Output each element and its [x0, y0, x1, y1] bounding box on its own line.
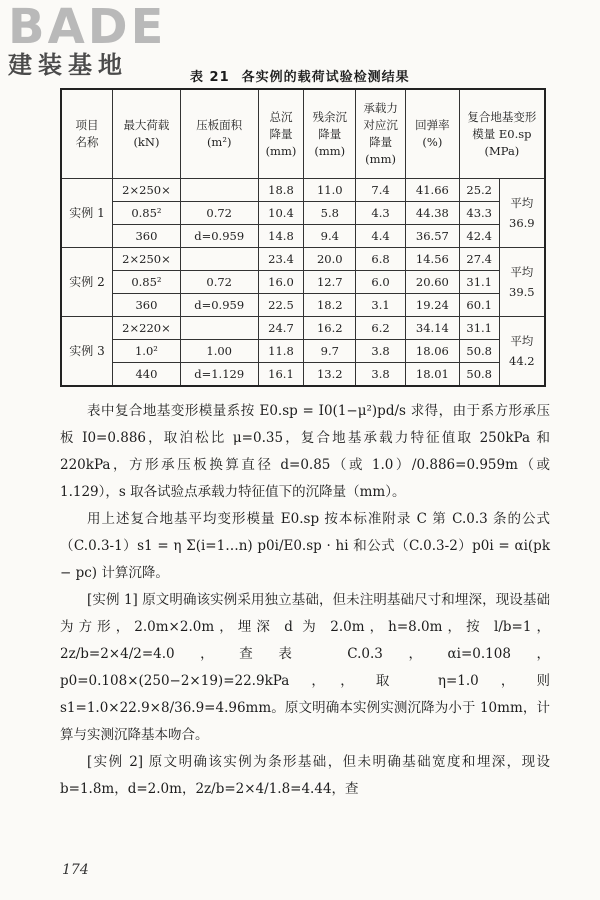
cell-area: d=0.959: [180, 294, 258, 317]
cell-area: 0.72: [180, 271, 258, 294]
cell-rebound: 44.38: [405, 202, 459, 225]
cell-area: 0.72: [180, 202, 258, 225]
header-line: (mm): [314, 143, 346, 158]
average-label: 平均: [510, 265, 534, 279]
header-line: 回弹率: [415, 118, 450, 132]
cell-bearing: 4.4: [356, 225, 406, 248]
cell-modulus: 43.3: [459, 202, 499, 225]
page-number: 174: [62, 862, 89, 878]
header-line: 总沉: [269, 109, 293, 124]
cell-modulus: 42.4: [459, 225, 499, 248]
cell-rebound: 36.57: [405, 225, 459, 248]
cell-total: 14.8: [258, 225, 304, 248]
header-line: (%): [422, 135, 443, 149]
cell-modulus: 50.8: [459, 363, 499, 387]
column-header: [356, 89, 406, 179]
cell-total: 24.7: [258, 317, 304, 340]
example-name: 实例 1: [61, 179, 113, 248]
cell-area: d=1.129: [180, 363, 258, 387]
header-line: 名称: [75, 135, 99, 149]
header-line: 降量: [369, 135, 393, 149]
column-header: [459, 89, 545, 179]
logo-subtitle: 建装基地: [8, 51, 128, 79]
header-line: 压板面积: [196, 118, 243, 132]
cell-area: [180, 317, 258, 340]
table-row: [61, 363, 545, 387]
cell-bearing: 6.0: [356, 271, 406, 294]
header-line: 复合地基变形: [467, 109, 537, 124]
column-header: [405, 89, 459, 179]
cell-area: 1.00: [180, 340, 258, 363]
cell-modulus: 27.4: [459, 248, 499, 271]
average-cell: [499, 248, 545, 317]
column-header: [258, 89, 304, 179]
cell-area: d=0.959: [180, 225, 258, 248]
cell-load: 2×250×: [113, 248, 181, 271]
cell-load: 440: [113, 363, 181, 387]
header-line: 最大荷载: [123, 118, 170, 132]
body-text: [60, 398, 550, 803]
cell-area: [180, 248, 258, 271]
table-row: [61, 202, 545, 225]
cell-modulus: 31.1: [459, 271, 499, 294]
cell-bearing: 3.1: [356, 294, 406, 317]
header-line: 对应沉: [363, 118, 398, 132]
cell-residual: 5.8: [304, 202, 356, 225]
table-title: [190, 66, 410, 85]
cell-bearing: 3.8: [356, 363, 406, 387]
logo: [8, 2, 183, 80]
cell-residual: 9.4: [304, 225, 356, 248]
cell-load: 2×220×: [113, 317, 181, 340]
cell-total: 18.8: [258, 179, 304, 202]
header-line: (MPa): [484, 143, 520, 158]
cell-residual: 18.2: [304, 294, 356, 317]
average-cell: [499, 317, 545, 387]
header-line: 模量 E0.sp: [472, 126, 532, 141]
cell-modulus: 25.2: [459, 179, 499, 202]
table-number: 表 21: [190, 70, 230, 85]
cell-rebound: 34.14: [405, 317, 459, 340]
table-row: [61, 271, 545, 294]
table-row: [61, 294, 545, 317]
header-line: (mm): [365, 152, 396, 166]
paragraph: 表中复合地基变形模量系按 E0.sp = I0(1−μ²)pd/s 求得，由于系方形承压板 I0=0.886，取泊松比 μ=0.35，复合地基承载力特征值取 250kPa 和 220kPa，方形承压板换算直径 d=0.85（或 1.0）/0.886=0.959m（或 1.129），s 取各试验点承载力特征值下的沉降量（mm）。: [60, 403, 550, 500]
cell-bearing: 6.2: [356, 317, 406, 340]
cell-rebound: 19.24: [405, 294, 459, 317]
header-line: 项目: [75, 118, 99, 132]
header-line: 承载力: [363, 101, 398, 115]
table-row: [61, 248, 545, 271]
cell-residual: 11.0: [304, 179, 356, 202]
cell-bearing: 6.8: [356, 248, 406, 271]
column-header: [61, 89, 113, 179]
column-header: [113, 89, 181, 179]
cell-total: 11.8: [258, 340, 304, 363]
cell-load: 1.0²: [113, 340, 181, 363]
cell-rebound: 18.06: [405, 340, 459, 363]
cell-load: 0.85²: [113, 271, 181, 294]
cell-modulus: 31.1: [459, 317, 499, 340]
cell-total: 16.0: [258, 271, 304, 294]
table-caption: 各实例的载荷试验检测结果: [241, 70, 410, 85]
paragraph: [实例 2] 原文明确该实例为条形基础，但未明确基础宽度和埋深，现设 b=1.8m，d=2.0m，2z/b=2×4/1.8=4.44，查: [60, 754, 550, 797]
cell-rebound: 18.01: [405, 363, 459, 387]
cell-residual: 16.2: [304, 317, 356, 340]
header-line: 残余沉: [312, 109, 348, 124]
cell-rebound: 14.56: [405, 248, 459, 271]
cell-rebound: 41.66: [405, 179, 459, 202]
average-value: 39.5: [509, 285, 535, 299]
average-label: 平均: [510, 334, 534, 348]
average-value: 36.9: [509, 216, 535, 230]
table-row: [61, 317, 545, 340]
cell-load: 360: [113, 225, 181, 248]
cell-modulus: 60.1: [459, 294, 499, 317]
paragraph: [实例 1] 原文明确该实例采用独立基础，但未注明基础尺寸和埋深，现设基础为方形，2.0m×2.0m，埋深 d 为 2.0m，h=8.0m，按 l/b=1，2z/b=2×4/2=4.0，查表 C.0.3，αi=0.108，p0=0.108×(250−2×19)=22.9kPa，，取 η=1.0，则 s1=1.0×22.9×8/36.9=4.96mm。原文明确本实例实测沉降为小于 10mm，计算与实测沉降基本吻合。: [60, 592, 550, 743]
table-row: [61, 225, 545, 248]
header-line: (kN): [133, 135, 160, 149]
cell-residual: 9.7: [304, 340, 356, 363]
average-cell: [499, 179, 545, 248]
cell-total: 23.4: [258, 248, 304, 271]
table-row: [61, 179, 545, 202]
cell-residual: 13.2: [304, 363, 356, 387]
cell-area: [180, 179, 258, 202]
cell-bearing: 7.4: [356, 179, 406, 202]
cell-total: 10.4: [258, 202, 304, 225]
header-line: 降量: [318, 126, 342, 141]
column-header: [304, 89, 356, 179]
cell-modulus: 50.8: [459, 340, 499, 363]
column-header: [180, 89, 258, 179]
cell-rebound: 20.60: [405, 271, 459, 294]
average-label: 平均: [510, 196, 534, 210]
cell-load: 360: [113, 294, 181, 317]
table-row: [61, 340, 545, 363]
header-line: 降量: [269, 126, 293, 141]
header-line: (mm): [265, 143, 297, 158]
header-row: [61, 89, 545, 179]
cell-load: 2×250×: [113, 179, 181, 202]
cell-bearing: 3.8: [356, 340, 406, 363]
cell-load: 0.85²: [113, 202, 181, 225]
cell-residual: 20.0: [304, 248, 356, 271]
cell-total: 22.5: [258, 294, 304, 317]
cell-total: 16.1: [258, 363, 304, 387]
logo-mark: BADE: [8, 0, 167, 55]
example-name: 实例 2: [61, 248, 113, 317]
average-value: 44.2: [509, 354, 535, 368]
paragraph: 用上述复合地基平均变形模量 E0.sp 按本标准附录 C 第 C.0.3 条的公式（C.0.3-1）s1 = η Σ(i=1…n) p0i/E0.sp · hi 和公式（C.0.3-2）p0i = αi(pk − pc) 计算沉降。: [60, 511, 550, 581]
cell-residual: 12.7: [304, 271, 356, 294]
results-table: [60, 88, 546, 387]
example-name: 实例 3: [61, 317, 113, 387]
header-line: (m²): [206, 135, 232, 149]
cell-bearing: 4.3: [356, 202, 406, 225]
